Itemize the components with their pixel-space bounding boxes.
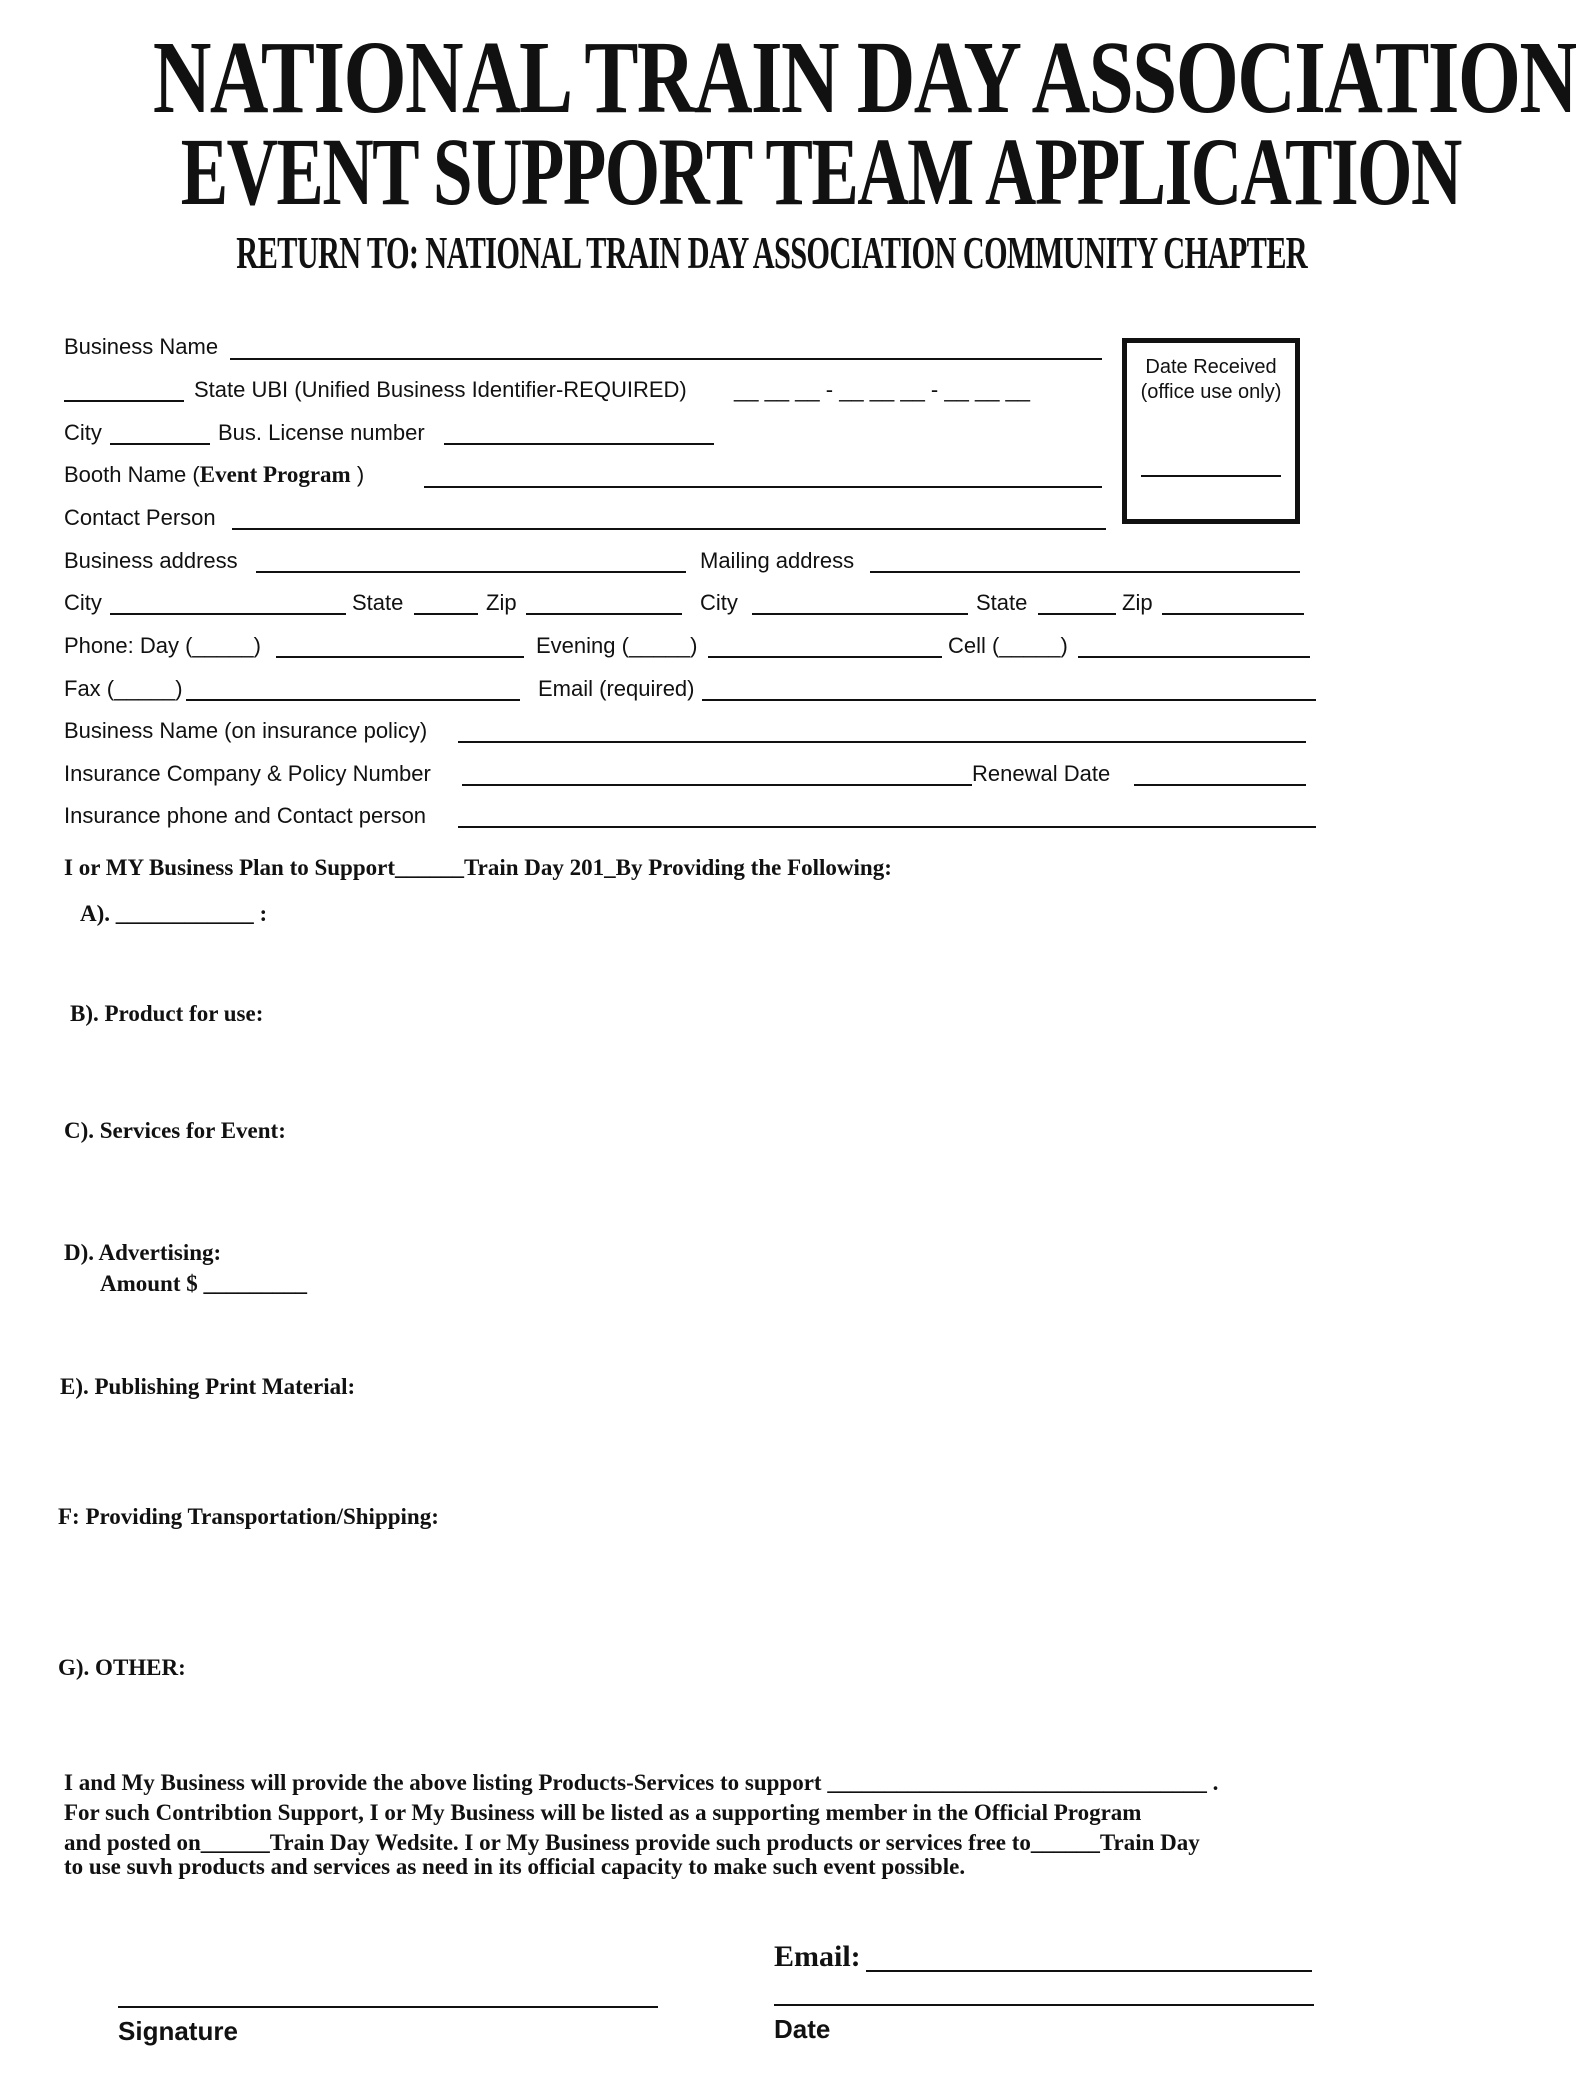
insurance-phone-label: Insurance phone and Contact person xyxy=(64,803,427,828)
insurance-business-name-line[interactable] xyxy=(458,741,1306,743)
contact-person-label: Contact Person xyxy=(64,505,216,530)
signature-line[interactable] xyxy=(118,2006,658,2008)
mailing-zip-label: Zip xyxy=(1122,590,1153,615)
mailing-address-line[interactable] xyxy=(870,571,1300,573)
section-b-product: B). Product for use: xyxy=(70,1001,264,1026)
cell-phone-line[interactable] xyxy=(1078,656,1310,658)
state-ubi-label: State UBI (Unified Business Identifier-REQUIRED) xyxy=(194,377,687,402)
advertising-amount[interactable]: Amount $ _________ xyxy=(100,1271,308,1296)
business-city-label: City xyxy=(64,590,102,615)
business-state-line[interactable] xyxy=(414,613,478,615)
support-intro: I or MY Business Plan to Support______Train Day 201_By Providing the Following: xyxy=(64,855,892,880)
section-g-other: G). OTHER: xyxy=(58,1655,186,1680)
date-received-line[interactable] xyxy=(1141,475,1281,477)
section-a[interactable]: A). ____________ : xyxy=(80,901,268,926)
email-line[interactable] xyxy=(866,1970,1312,1972)
email-required-line[interactable] xyxy=(702,699,1316,701)
evening-phone-line[interactable] xyxy=(708,656,942,658)
date-label: Date xyxy=(774,2014,831,2044)
section-d-advertising: D). Advertising: xyxy=(64,1240,222,1265)
insurance-company-label: Insurance Company & Policy Number xyxy=(64,761,431,786)
office-box-label xyxy=(1127,355,1295,405)
business-state-label: State xyxy=(352,590,404,615)
return-to-line: RETURN TO: NATIONAL TRAIN DAY ASSOCIATION COMMUNITY CHAPTER xyxy=(236,227,1308,278)
business-name-line[interactable] xyxy=(230,358,1102,360)
date-line[interactable] xyxy=(774,2004,1314,2006)
renewal-date-line[interactable] xyxy=(1134,784,1306,786)
business-zip-label: Zip xyxy=(486,590,517,615)
city-line[interactable] xyxy=(110,443,210,445)
phone-day-line[interactable] xyxy=(276,656,524,658)
contact-person-line[interactable] xyxy=(232,528,1106,530)
mailing-city-line[interactable] xyxy=(752,613,968,615)
declaration-line-4: to use suvh products and services as need in its official capacity to make such event possible. xyxy=(64,1854,966,1879)
bus-license-label: Bus. License number xyxy=(218,420,425,445)
booth-name-line[interactable] xyxy=(424,486,1102,488)
mailing-state-line[interactable] xyxy=(1038,613,1116,615)
declaration-text xyxy=(64,1768,1354,1882)
business-zip-line[interactable] xyxy=(526,613,682,615)
fax-label: Fax (_____) xyxy=(64,676,183,701)
business-city-line[interactable] xyxy=(110,613,346,615)
declaration-line-2: For such Contribtion Support, I or My Business will be listed as a supporting member in the Official Program xyxy=(64,1800,1142,1825)
section-e-publishing: E). Publishing Print Material: xyxy=(60,1374,356,1399)
date-received-label: Date Received xyxy=(1145,356,1277,378)
mailing-zip-line[interactable] xyxy=(1162,613,1304,615)
business-address-label: Business address xyxy=(64,548,238,573)
fax-line[interactable] xyxy=(186,699,520,701)
signature-label: Signature xyxy=(118,2016,238,2046)
cell-phone-label: Cell (_____) xyxy=(948,633,1068,658)
mailing-city-label: City xyxy=(700,590,738,615)
office-use-box xyxy=(1122,338,1300,524)
section-f-transportation: F: Providing Transportation/Shipping: xyxy=(58,1504,439,1529)
form-subtitle: EVENT SUPPORT TEAM APPLICATION xyxy=(180,118,1461,225)
mailing-address-label: Mailing address xyxy=(700,548,855,573)
insurance-company-line[interactable] xyxy=(462,784,972,786)
section-c-services: C). Services for Event: xyxy=(64,1118,286,1143)
city-label: City xyxy=(64,420,102,445)
form-title: NATIONAL TRAIN DAY ASSOCIATION xyxy=(152,20,1576,135)
booth-name-label: Booth Name (Event Program ) xyxy=(64,462,365,487)
insurance-phone-line[interactable] xyxy=(458,826,1316,828)
business-name-label: Business Name xyxy=(64,334,219,359)
email-label: Email: xyxy=(774,1940,861,1973)
office-use-only-label: (office use only) xyxy=(1140,381,1282,403)
phone-day-label: Phone: Day (_____) xyxy=(64,633,261,658)
declaration-line-1: I and My Business will provide the above listing Products-Services to support _________________________________ . xyxy=(64,1770,1219,1795)
bus-license-line[interactable] xyxy=(444,443,714,445)
business-address-line[interactable] xyxy=(256,571,686,573)
mailing-state-label: State xyxy=(976,590,1028,615)
declaration-line-3: and posted on______Train Day Wedsite. I or My Business provide such products or services free to______Train Day xyxy=(64,1830,1200,1855)
evening-phone-label: Evening (_____) xyxy=(536,633,698,658)
insurance-business-name-label: Business Name (on insurance policy) xyxy=(64,718,428,743)
email-required-label: Email (required) xyxy=(538,676,695,701)
renewal-date-label: Renewal Date xyxy=(972,761,1111,786)
ubi-mask[interactable]: __ __ __ - __ __ __ - __ __ __ xyxy=(734,377,1031,402)
booth-name-value: Event Program xyxy=(199,462,351,487)
ubi-prefix-line[interactable] xyxy=(64,400,184,402)
